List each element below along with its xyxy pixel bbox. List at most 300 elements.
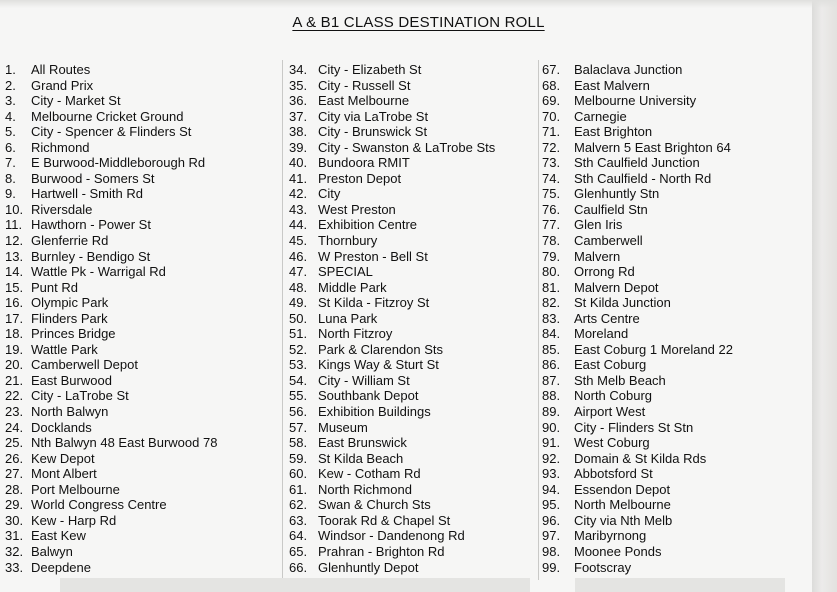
destination-number: 42. bbox=[289, 186, 308, 202]
destination-name: Hawthorn - Power St bbox=[31, 217, 151, 233]
destination-name: City - Elizabeth St bbox=[318, 62, 422, 77]
destination-entry bbox=[5, 280, 217, 296]
destination-name: World Congress Centre bbox=[31, 497, 167, 513]
destination-name: Mont Albert bbox=[31, 466, 97, 482]
destination-number: 89. bbox=[542, 404, 561, 420]
destination-number: 7. bbox=[5, 155, 16, 171]
destination-entry bbox=[542, 140, 733, 156]
destination-number: 19. bbox=[5, 341, 24, 357]
destination-entry bbox=[289, 544, 495, 560]
destination-name: Riversdale bbox=[31, 201, 93, 217]
destination-name: St Kilda - Fitzroy St bbox=[318, 295, 430, 311]
destination-name: Carnegie bbox=[574, 108, 627, 124]
destination-number: 43. bbox=[289, 201, 308, 217]
destination-entry bbox=[289, 497, 495, 513]
destination-name: SPECIAL bbox=[318, 264, 373, 280]
destination-entry bbox=[5, 357, 217, 373]
destination-name: Sth Caulfield - North Rd bbox=[574, 170, 712, 186]
destination-number: 46. bbox=[289, 248, 308, 264]
destination-name: North Balwyn bbox=[31, 404, 109, 420]
destination-entry bbox=[289, 482, 495, 498]
destination-entry bbox=[5, 342, 217, 358]
destination-name: East Burwood bbox=[31, 372, 112, 388]
destination-entry bbox=[289, 404, 495, 420]
destination-name: North Fitzroy bbox=[318, 326, 393, 342]
destination-entry bbox=[5, 326, 217, 342]
destination-name: Luna Park bbox=[318, 310, 378, 326]
destination-entry bbox=[5, 388, 217, 404]
destination-number: 55. bbox=[289, 388, 308, 404]
destination-entry bbox=[542, 404, 733, 420]
destination-number: 81. bbox=[542, 279, 561, 295]
destination-number: 51. bbox=[289, 326, 308, 342]
destination-entry bbox=[5, 186, 217, 202]
destination-entry bbox=[542, 373, 733, 389]
destination-name: Kew - Harp Rd bbox=[31, 512, 117, 528]
destination-name: Toorak Rd & Chapel St bbox=[318, 512, 451, 528]
destination-entry bbox=[542, 171, 733, 187]
destination-number: 48. bbox=[289, 279, 308, 295]
destination-name: City - Russell St bbox=[318, 77, 411, 93]
destination-number: 39. bbox=[289, 139, 308, 155]
destination-number: 15. bbox=[5, 279, 24, 295]
destination-name: E Burwood-Middleborough Rd bbox=[31, 155, 206, 171]
destination-entry bbox=[289, 311, 495, 327]
destination-entry bbox=[289, 560, 495, 576]
destination-entry bbox=[5, 482, 217, 498]
destination-name: Grand Prix bbox=[31, 77, 94, 93]
destination-entry bbox=[542, 280, 733, 296]
destination-name: Swan & Church Sts bbox=[318, 497, 431, 513]
destination-name: Kew Depot bbox=[31, 450, 95, 466]
destination-name: North Melbourne bbox=[574, 497, 671, 513]
destination-number: 36. bbox=[289, 93, 308, 109]
destination-name: Preston Depot bbox=[318, 170, 402, 186]
destination-entry bbox=[542, 482, 733, 498]
destination-name: Glenhuntly Stn bbox=[574, 186, 660, 202]
destination-number: 79. bbox=[542, 248, 561, 264]
destination-name: City bbox=[318, 186, 341, 202]
destination-name: West Coburg bbox=[574, 435, 650, 451]
destination-number: 2. bbox=[5, 77, 16, 93]
destination-number: 59. bbox=[289, 450, 308, 466]
destination-entry bbox=[289, 528, 495, 544]
destination-name: Park & Clarendon Sts bbox=[318, 341, 444, 357]
destination-name: Nth Balwyn 48 East Burwood 78 bbox=[31, 435, 218, 451]
destination-name: City via Nth Melb bbox=[574, 512, 673, 528]
destination-name: City - Swanston & LaTrobe Sts bbox=[318, 139, 496, 155]
destination-name: Exhibition Buildings bbox=[318, 404, 431, 420]
destination-number: 28. bbox=[5, 481, 24, 497]
destination-entry bbox=[542, 78, 733, 94]
destination-entry bbox=[5, 78, 217, 94]
destination-entry bbox=[289, 420, 495, 436]
destination-name: W Preston - Bell St bbox=[318, 248, 428, 264]
destination-entry bbox=[289, 78, 495, 94]
destination-name: City - LaTrobe St bbox=[31, 388, 129, 404]
destination-name: Essendon Depot bbox=[574, 481, 671, 497]
destination-number: 14. bbox=[5, 264, 24, 280]
destination-entry bbox=[542, 155, 733, 171]
destination-number: 69. bbox=[542, 93, 561, 109]
destination-number: 70. bbox=[542, 108, 561, 124]
destination-name: Caulfield Stn bbox=[574, 201, 648, 217]
destination-entry bbox=[5, 497, 217, 513]
destination-number: 31. bbox=[5, 528, 24, 544]
destination-name: Footscray bbox=[574, 559, 632, 575]
destination-entry bbox=[542, 249, 733, 265]
destination-entry bbox=[289, 233, 495, 249]
destination-number: 90. bbox=[542, 419, 561, 435]
destination-name: Exhibition Centre bbox=[318, 217, 417, 233]
destination-entry bbox=[542, 342, 733, 358]
destination-number: 92. bbox=[542, 450, 561, 466]
destination-number: 40. bbox=[289, 155, 308, 171]
top-fold-shadow bbox=[0, 0, 837, 8]
destination-name: Kew - Cotham Rd bbox=[318, 466, 421, 482]
destination-entry bbox=[289, 357, 495, 373]
destination-name: West Preston bbox=[318, 201, 396, 217]
destination-name: City - William St bbox=[318, 372, 410, 388]
destination-entry bbox=[289, 109, 495, 125]
destination-number: 35. bbox=[289, 77, 308, 93]
destination-entry bbox=[542, 420, 733, 436]
destination-number: 95. bbox=[542, 497, 561, 513]
destination-number: 62. bbox=[289, 497, 308, 513]
destination-name: St Kilda Beach bbox=[318, 450, 404, 466]
destination-name: City - Market St bbox=[31, 93, 121, 109]
destination-entry bbox=[542, 109, 733, 125]
destination-number: 32. bbox=[5, 543, 24, 559]
destination-name: Camberwell bbox=[574, 233, 643, 249]
destination-entry bbox=[289, 124, 495, 140]
destination-number: 80. bbox=[542, 264, 561, 280]
destination-name: Domain & St Kilda Rds bbox=[574, 450, 707, 466]
destination-entry bbox=[289, 93, 495, 109]
destination-entry bbox=[5, 249, 217, 265]
destination-number: 56. bbox=[289, 404, 308, 420]
destination-entry bbox=[289, 186, 495, 202]
destination-name: Southbank Depot bbox=[318, 388, 419, 404]
destination-number: 75. bbox=[542, 186, 561, 202]
destination-name: Sth Caulfield Junction bbox=[574, 155, 700, 171]
destination-entry bbox=[289, 373, 495, 389]
destination-number: 91. bbox=[542, 435, 561, 451]
destination-entry bbox=[289, 140, 495, 156]
destination-number: 67. bbox=[542, 62, 561, 77]
destination-number: 47. bbox=[289, 264, 308, 280]
destination-number: 13. bbox=[5, 248, 24, 264]
destination-number: 12. bbox=[5, 233, 24, 249]
destination-entry bbox=[542, 528, 733, 544]
destination-entry bbox=[5, 124, 217, 140]
destination-number: 83. bbox=[542, 310, 561, 326]
destination-number: 49. bbox=[289, 295, 308, 311]
destination-entry bbox=[5, 420, 217, 436]
destination-entry bbox=[289, 202, 495, 218]
destination-name: Balaclava Junction bbox=[574, 62, 683, 77]
destination-entry bbox=[542, 513, 733, 529]
destination-entry bbox=[289, 280, 495, 296]
destination-name: Moreland bbox=[574, 326, 629, 342]
destination-name: Prahran - Brighton Rd bbox=[318, 543, 445, 559]
destination-column-2 bbox=[289, 62, 495, 575]
destination-name: Richmond bbox=[31, 139, 90, 155]
destination-entry bbox=[542, 497, 733, 513]
destination-number: 23. bbox=[5, 404, 24, 420]
destination-name: East Brunswick bbox=[318, 435, 407, 451]
destination-name: Museum bbox=[318, 419, 368, 435]
destination-name: North Richmond bbox=[318, 481, 412, 497]
destination-entry bbox=[5, 435, 217, 451]
destination-number: 85. bbox=[542, 341, 561, 357]
destination-number: 8. bbox=[5, 170, 16, 186]
destination-number: 98. bbox=[542, 543, 561, 559]
destination-entry bbox=[542, 357, 733, 373]
destination-number: 99. bbox=[542, 559, 561, 575]
column-divider bbox=[538, 60, 539, 580]
destination-entry bbox=[5, 466, 217, 482]
destination-name: Deepdene bbox=[31, 559, 91, 575]
destination-entry bbox=[5, 217, 217, 233]
destination-column-3 bbox=[542, 62, 733, 575]
destination-entry bbox=[542, 62, 733, 78]
destination-number: 45. bbox=[289, 233, 308, 249]
destination-entry bbox=[289, 62, 495, 78]
destination-name: Malvern Depot bbox=[574, 279, 659, 295]
destination-entry bbox=[289, 466, 495, 482]
destination-name: Melbourne University bbox=[574, 93, 697, 109]
destination-name: East Kew bbox=[31, 528, 86, 544]
destination-entry bbox=[542, 233, 733, 249]
destination-name: Camberwell Depot bbox=[31, 357, 138, 373]
destination-number: 16. bbox=[5, 295, 24, 311]
destination-entry bbox=[5, 528, 217, 544]
destination-name: Princes Bridge bbox=[31, 326, 116, 342]
destination-number: 86. bbox=[542, 357, 561, 373]
destination-number: 78. bbox=[542, 233, 561, 249]
destination-entry bbox=[289, 451, 495, 467]
destination-entry bbox=[542, 311, 733, 327]
destination-entry bbox=[542, 560, 733, 576]
destination-name: Hartwell - Smith Rd bbox=[31, 186, 143, 202]
destination-number: 71. bbox=[542, 124, 561, 140]
destination-entry bbox=[5, 140, 217, 156]
destination-name: East Malvern bbox=[574, 77, 650, 93]
destination-entry bbox=[289, 513, 495, 529]
destination-number: 30. bbox=[5, 512, 24, 528]
destination-number: 93. bbox=[542, 466, 561, 482]
destination-entry bbox=[5, 404, 217, 420]
destination-number: 96. bbox=[542, 512, 561, 528]
column-divider bbox=[282, 60, 283, 580]
destination-number: 84. bbox=[542, 326, 561, 342]
destination-entry bbox=[5, 93, 217, 109]
destination-number: 52. bbox=[289, 341, 308, 357]
destination-entry bbox=[5, 373, 217, 389]
destination-number: 37. bbox=[289, 108, 308, 124]
destination-entry bbox=[542, 124, 733, 140]
destination-number: 18. bbox=[5, 326, 24, 342]
destination-entry bbox=[542, 326, 733, 342]
destination-name: Thornbury bbox=[318, 233, 378, 249]
destination-name: Port Melbourne bbox=[31, 481, 120, 497]
destination-name: North Coburg bbox=[574, 388, 653, 404]
destination-entry bbox=[289, 171, 495, 187]
destination-number: 72. bbox=[542, 139, 561, 155]
destination-entry bbox=[5, 233, 217, 249]
destination-number: 64. bbox=[289, 528, 308, 544]
destination-number: 44. bbox=[289, 217, 308, 233]
destination-entry bbox=[289, 388, 495, 404]
destination-name: East Melbourne bbox=[318, 93, 410, 109]
destination-number: 50. bbox=[289, 310, 308, 326]
destination-number: 22. bbox=[5, 388, 24, 404]
destination-name: City - Brunswick St bbox=[318, 124, 428, 140]
destination-number: 88. bbox=[542, 388, 561, 404]
destination-entry bbox=[5, 560, 217, 576]
destination-name: City - Flinders St Stn bbox=[574, 419, 694, 435]
destination-number: 58. bbox=[289, 435, 308, 451]
destination-number: 94. bbox=[542, 481, 561, 497]
destination-name: Olympic Park bbox=[31, 295, 109, 311]
destination-number: 82. bbox=[542, 295, 561, 311]
destination-column-1 bbox=[5, 62, 217, 575]
destination-name: St Kilda Junction bbox=[574, 295, 671, 311]
destination-entry bbox=[5, 451, 217, 467]
destination-number: 10. bbox=[5, 201, 24, 217]
document-title: A & B1 CLASS DESTINATION ROLL bbox=[292, 14, 545, 31]
destination-number: 27. bbox=[5, 466, 24, 482]
destination-name: Glen Iris bbox=[574, 217, 623, 233]
destination-name: East Coburg bbox=[574, 357, 647, 373]
destination-name: Punt Rd bbox=[31, 279, 78, 295]
destination-name: Windsor - Dandenong Rd bbox=[318, 528, 465, 544]
destination-number: 3. bbox=[5, 93, 16, 109]
destination-name: Wattle Park bbox=[31, 341, 98, 357]
destination-entry bbox=[5, 311, 217, 327]
destination-name: Malvern bbox=[574, 248, 621, 264]
destination-name: Wattle Pk - Warrigal Rd bbox=[31, 264, 166, 280]
paper-stripe bbox=[60, 578, 530, 592]
destination-name: Burnley - Bendigo St bbox=[31, 248, 151, 264]
destination-number: 60. bbox=[289, 466, 308, 482]
destination-name: Flinders Park bbox=[31, 310, 108, 326]
destination-number: 65. bbox=[289, 543, 308, 559]
destination-entry bbox=[5, 155, 217, 171]
destination-entry bbox=[5, 544, 217, 560]
destination-number: 33. bbox=[5, 559, 24, 575]
destination-number: 9. bbox=[5, 186, 16, 202]
destination-name: Abbotsford St bbox=[574, 466, 653, 482]
destination-number: 68. bbox=[542, 77, 561, 93]
destination-entry bbox=[542, 451, 733, 467]
destination-number: 24. bbox=[5, 419, 24, 435]
destination-number: 97. bbox=[542, 528, 561, 544]
destination-name: Kings Way & Sturt St bbox=[318, 357, 439, 373]
destination-name: Maribyrnong bbox=[574, 528, 647, 544]
destination-number: 5. bbox=[5, 124, 16, 140]
destination-entry bbox=[5, 295, 217, 311]
destination-name: Glenhuntly Depot bbox=[318, 559, 419, 575]
paper-stripe bbox=[575, 578, 785, 592]
destination-number: 57. bbox=[289, 419, 308, 435]
destination-entry bbox=[5, 202, 217, 218]
destination-entry bbox=[5, 513, 217, 529]
destination-entry bbox=[542, 466, 733, 482]
destination-number: 66. bbox=[289, 559, 308, 575]
destination-number: 6. bbox=[5, 139, 16, 155]
destination-number: 34. bbox=[289, 62, 308, 77]
destination-name: East Coburg 1 Moreland 22 bbox=[574, 341, 733, 357]
destination-entry bbox=[289, 326, 495, 342]
destination-name: Balwyn bbox=[31, 543, 73, 559]
destination-name: Glenferrie Rd bbox=[31, 233, 109, 249]
destination-number: 54. bbox=[289, 372, 308, 388]
destination-number: 38. bbox=[289, 124, 308, 140]
destination-number: 21. bbox=[5, 372, 24, 388]
destination-name: Orrong Rd bbox=[574, 264, 635, 280]
destination-entry bbox=[289, 435, 495, 451]
destination-number: 87. bbox=[542, 372, 561, 388]
destination-entry bbox=[289, 295, 495, 311]
destination-entry bbox=[542, 186, 733, 202]
destination-number: 29. bbox=[5, 497, 24, 513]
destination-entry bbox=[5, 62, 217, 78]
destination-entry bbox=[542, 264, 733, 280]
destination-name: Middle Park bbox=[318, 279, 387, 295]
destination-entry bbox=[542, 388, 733, 404]
destination-number: 20. bbox=[5, 357, 24, 373]
destination-number: 4. bbox=[5, 108, 16, 124]
destination-number: 61. bbox=[289, 481, 308, 497]
destination-name: Malvern 5 East Brighton 64 bbox=[574, 139, 731, 155]
destination-name: East Brighton bbox=[574, 124, 653, 140]
destination-name: Arts Centre bbox=[574, 310, 640, 326]
destination-number: 1. bbox=[5, 62, 16, 77]
destination-number: 26. bbox=[5, 450, 24, 466]
destination-number: 53. bbox=[289, 357, 308, 373]
destination-number: 25. bbox=[5, 435, 24, 451]
destination-entry bbox=[289, 342, 495, 358]
destination-number: 73. bbox=[542, 155, 561, 171]
destination-name: Sth Melb Beach bbox=[574, 372, 666, 388]
destination-name: All Routes bbox=[31, 62, 91, 77]
destination-number: 63. bbox=[289, 512, 308, 528]
destination-number: 41. bbox=[289, 170, 308, 186]
sheet-edge bbox=[812, 0, 837, 592]
destination-name: Airport West bbox=[574, 404, 646, 420]
destination-entry bbox=[542, 217, 733, 233]
destination-name: City via LaTrobe St bbox=[318, 108, 429, 124]
destination-entry bbox=[5, 264, 217, 280]
destination-entry bbox=[542, 435, 733, 451]
destination-entry bbox=[5, 109, 217, 125]
destination-name: Moonee Ponds bbox=[574, 543, 662, 559]
destination-entry bbox=[289, 249, 495, 265]
destination-entry bbox=[289, 217, 495, 233]
destination-entry bbox=[542, 295, 733, 311]
destination-number: 11. bbox=[5, 217, 23, 233]
destination-number: 17. bbox=[5, 310, 24, 326]
destination-entry bbox=[289, 155, 495, 171]
destination-name: Melbourne Cricket Ground bbox=[31, 108, 184, 124]
destination-name: Burwood - Somers St bbox=[31, 170, 155, 186]
destination-entry bbox=[289, 264, 495, 280]
destination-entry bbox=[542, 202, 733, 218]
destination-name: City - Spencer & Flinders St bbox=[31, 124, 192, 140]
destination-entry bbox=[5, 171, 217, 187]
